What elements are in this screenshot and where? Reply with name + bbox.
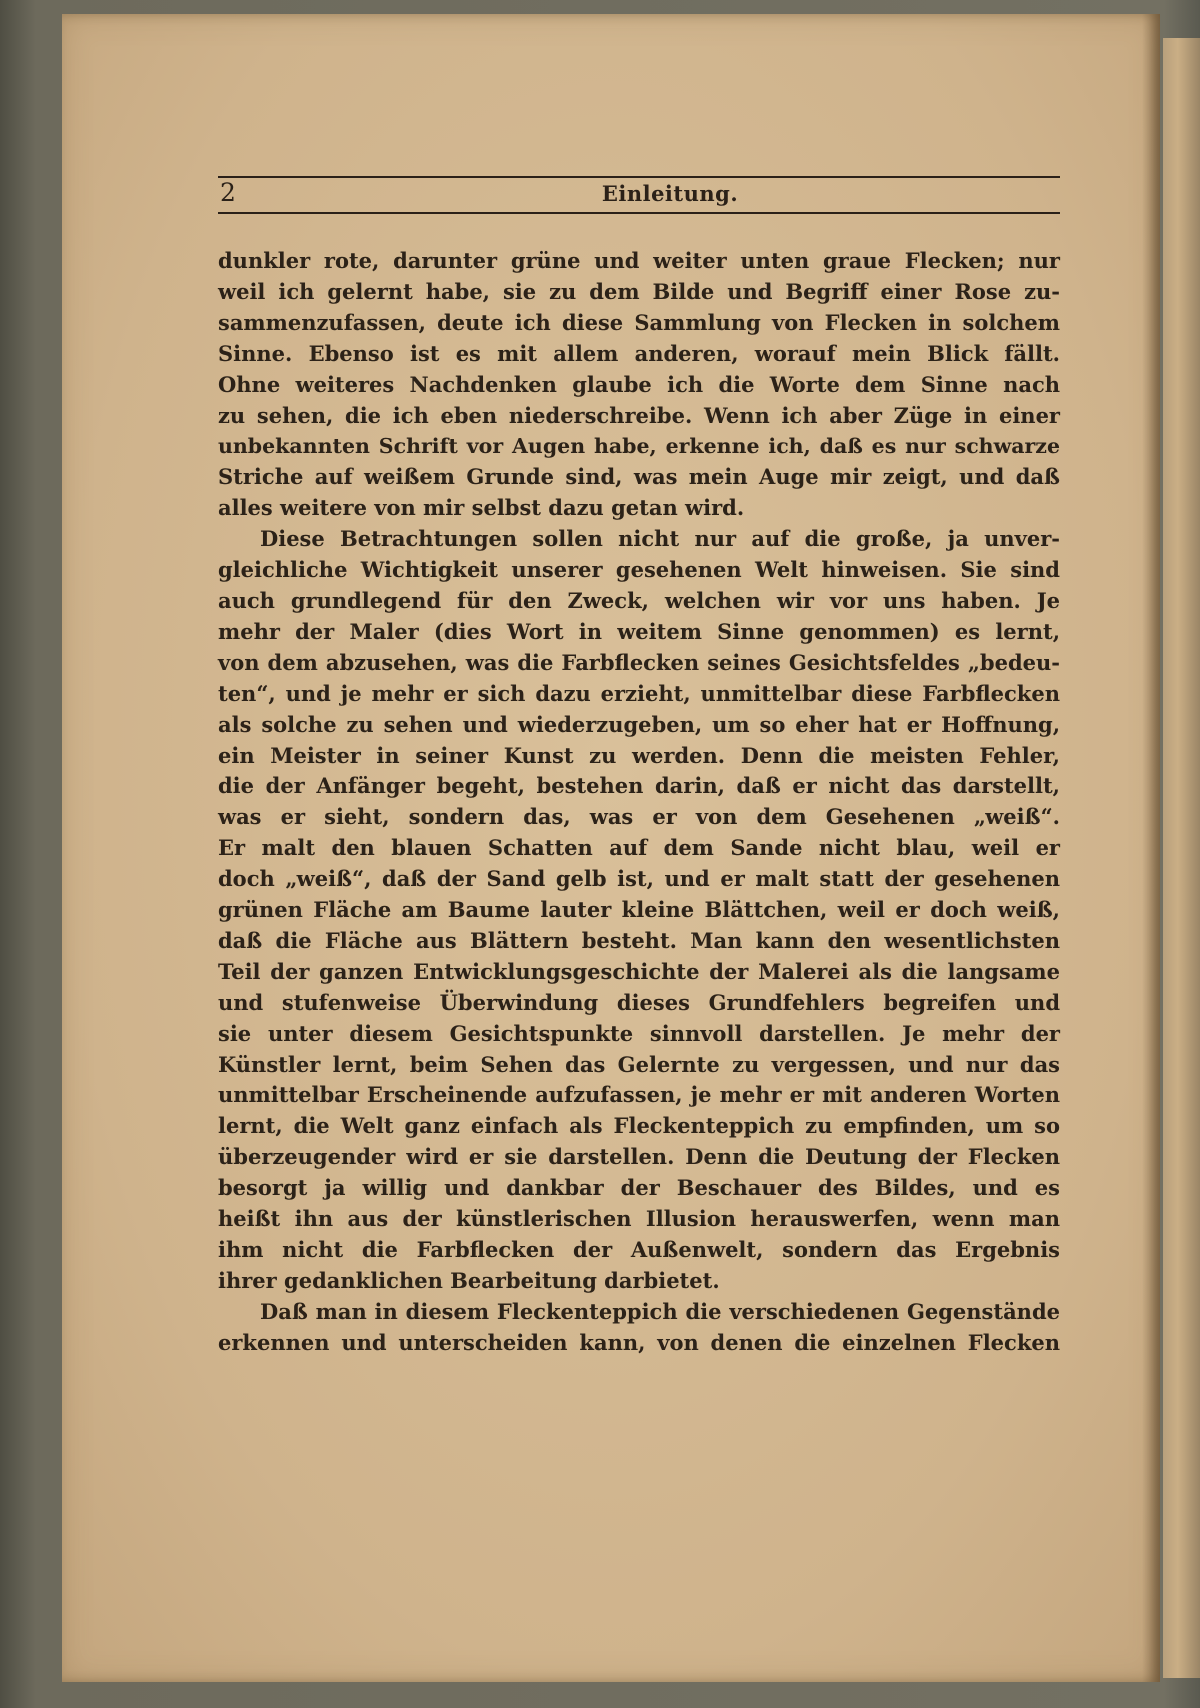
text-line: gleichliche Wichtigkeit unserer gesehenen Welt hinweisen. Sie sind [218, 557, 1060, 583]
text-line: Sinne. Ebenso ist es mit allem anderen, worauf mein Blick fällt. [218, 340, 1060, 366]
text-line: heißt ihn aus der künstlerischen Illusion herauswerfen, wenn man [218, 1206, 1060, 1232]
text-line: von dem abzusehen, was die Farbflecken seines Gesichtsfeldes „bedeu- [218, 649, 1060, 675]
text-line: grünen Fläche am Baume lauter kleine Blättchen, weil er doch weiß, [218, 897, 1060, 923]
text-line: erkennen und unterscheiden kann, von denen die einzelnen Flecken [218, 1329, 1060, 1355]
text-line: Teil der ganzen Entwicklungsgeschichte der Malerei als die langsame [218, 958, 1060, 984]
text-line: besorgt ja willig und dankbar der Beschauer des Bildes, und es [218, 1175, 1060, 1201]
text-line: Striche auf weißem Grunde sind, was mein Auge mir zeigt, und daß [218, 464, 1060, 490]
text-line: Künstler lernt, beim Sehen das Gelernte zu vergessen, und nur das [218, 1051, 1060, 1077]
text-line: unbekannten Schrift vor Augen habe, erkenne ich, daß es nur schwarze [218, 434, 1060, 459]
text-line: Er malt den blauen Schatten auf dem Sande nicht blau, weil er [218, 835, 1060, 861]
text-line: ihm nicht die Farbflecken der Außenwelt, sondern das Ergebnis [218, 1237, 1060, 1262]
text-line: dunkler rote, darunter grüne und weiter unten graue Flecken; nur [218, 248, 1060, 273]
body-text [218, 246, 1060, 1359]
text-line: als solche zu sehen und wiederzugeben, um so eher hat er Hoffnung, [218, 711, 1060, 737]
text-line: ten“, und je mehr er sich dazu erzieht, unmittelbar diese Farbflecken [218, 680, 1060, 706]
gutter-shadow [1142, 14, 1160, 1682]
text-line: Diese Betrachtungen sollen nicht nur auf die große, ja unver- [260, 526, 1060, 552]
text-line: unmittelbar Erscheinende aufzufassen, je mehr er mit anderen Worten [218, 1082, 1060, 1108]
text-line: Ohne weiteres Nachdenken glaube ich die Worte dem Sinne nach [218, 371, 1060, 397]
text-line: weil ich gelernt habe, sie zu dem Bilde und Begriff einer Rose zu- [218, 278, 1060, 304]
text-line: sammenzufassen, deute ich diese Sammlung von Flecken in solchem [218, 309, 1060, 335]
text-line: sie unter diesem Gesichtspunkte sinnvoll darstellen. Je mehr der [218, 1020, 1060, 1046]
text-line: alles weitere von mir selbst dazu getan wird. [218, 495, 745, 521]
text-line: zu sehen, die ich eben niederschreibe. Wenn ich aber Züge in einer [218, 402, 1060, 428]
text-line: auch grundlegend für den Zweck, welchen wir vor uns haben. Je [218, 587, 1060, 613]
text-line: was er sieht, sondern das, was er von dem Gesehenen „weiß“. [218, 804, 1060, 830]
header-rule-top [218, 176, 1060, 178]
header-rule-bottom [218, 212, 1060, 214]
text-line: und stufenweise Überwindung dieses Grundfehlers begreifen und [218, 989, 1060, 1015]
running-head: Einleitung. [601, 181, 739, 206]
text-line: mehr der Maler (dies Wort in weitem Sinne genommen) es lernt, [218, 618, 1060, 644]
facing-page-edge [1163, 38, 1200, 1678]
page-number: 2 [220, 178, 236, 207]
text-line: ihrer gedanklichen Bearbeitung darbietet. [218, 1267, 720, 1293]
text-line: Daß man in diesem Fleckenteppich die verschiedenen Gegenstände [260, 1298, 1060, 1324]
text-line: ein Meister in seiner Kunst zu werden. Denn die meisten Fehler, [218, 742, 1060, 768]
text-line: überzeugender wird er sie darstellen. Denn die Deutung der Flecken [218, 1144, 1060, 1170]
text-line: daß die Fläche aus Blättern besteht. Man kann den wesentlichsten [218, 927, 1060, 953]
text-line: die der Anfänger begeht, bestehen darin, daß er nicht das darstellt, [218, 773, 1060, 799]
text-line: doch „weiß“, daß der Sand gelb ist, und er malt statt der gesehenen [218, 866, 1060, 892]
text-line: lernt, die Welt ganz einfach als Fleckenteppich zu empfinden, um so [218, 1113, 1060, 1139]
